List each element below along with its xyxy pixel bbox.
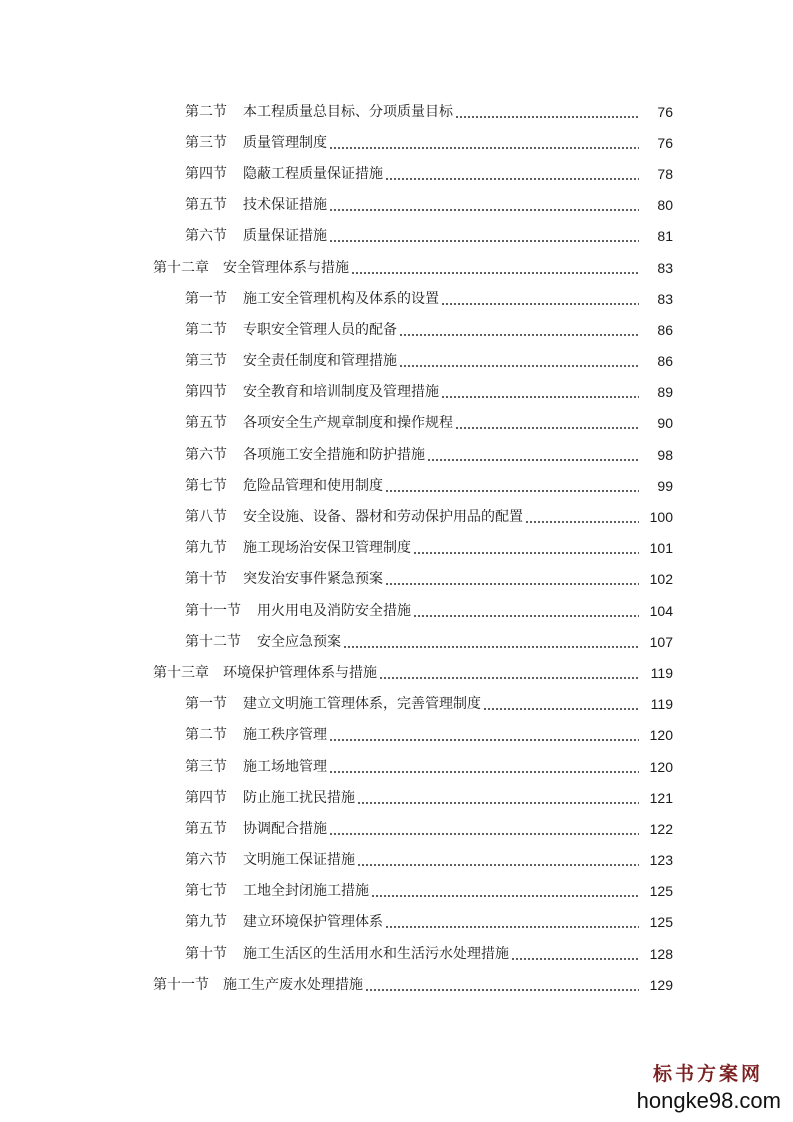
toc-section-entry[interactable] <box>0 907 793 938</box>
toc-entry-title: 文明施工保证措施 <box>243 852 355 869</box>
toc-entry-title: 施工安全管理机构及体系的设置 <box>243 290 439 307</box>
dot-leader <box>455 427 639 429</box>
toc-entry-page: 101 <box>649 540 673 557</box>
toc-entry-page: 119 <box>650 664 673 681</box>
toc-entry-title: 安全教育和培训制度及管理措施 <box>243 384 439 401</box>
toc-entry-number: 第三节 <box>185 134 227 151</box>
toc-entry-page: 123 <box>649 852 673 869</box>
dot-leader <box>385 926 639 928</box>
dot-leader <box>357 802 639 804</box>
toc-section-entry[interactable] <box>0 845 793 876</box>
toc-entry-number: 第四节 <box>185 789 227 806</box>
dot-leader <box>413 615 639 617</box>
dot-leader <box>385 490 639 492</box>
dot-leader <box>379 677 639 679</box>
toc-entry-page: 125 <box>649 883 673 900</box>
dot-leader <box>385 178 639 180</box>
dot-leader <box>329 771 639 773</box>
toc-entry-title: 各项安全生产规章制度和操作规程 <box>243 415 453 432</box>
dot-leader <box>357 864 639 866</box>
toc-entry-title: 突发治安事件紧急预案 <box>243 571 383 588</box>
dot-leader <box>427 459 639 461</box>
toc-entry-number: 第五节 <box>185 820 227 837</box>
toc-entry-number: 第六节 <box>185 446 227 463</box>
toc-entry-title: 质量保证措施 <box>243 228 327 245</box>
toc-section-entry[interactable] <box>0 221 793 252</box>
toc-entry-number: 第九节 <box>185 540 227 557</box>
watermark-site-name: 标书方案网 <box>652 1063 763 1085</box>
toc-section-entry[interactable] <box>0 439 793 470</box>
toc-entry-page: 128 <box>649 945 673 962</box>
toc-entry-title: 专职安全管理人员的配备 <box>243 321 397 338</box>
toc-chapter-entry[interactable] <box>0 657 793 688</box>
dot-leader <box>441 303 639 305</box>
toc-entry-page: 78 <box>657 165 673 182</box>
toc-section-entry[interactable] <box>0 158 793 189</box>
dot-leader <box>371 895 639 897</box>
toc-entry-page: 102 <box>649 571 673 588</box>
toc-entry-page: 89 <box>657 384 673 401</box>
dot-leader <box>483 708 639 710</box>
toc-entry-number: 第五节 <box>185 197 227 214</box>
dot-leader <box>329 240 639 242</box>
toc-entry-title: 建立环境保护管理体系 <box>243 914 383 931</box>
toc-section-entry[interactable] <box>0 626 793 657</box>
toc-entry-page: 129 <box>649 976 673 993</box>
toc-entry-number: 第十一节 <box>185 602 241 619</box>
dot-leader <box>329 739 639 741</box>
toc-entry-title: 安全设施、设备、器材和劳动保护用品的配置 <box>243 509 523 526</box>
toc-section-entry[interactable] <box>0 190 793 221</box>
toc-entry-page: 120 <box>649 758 673 775</box>
toc-entry-title: 施工生产废水处理措施 <box>223 976 363 993</box>
toc-entry-number: 第三节 <box>185 758 227 775</box>
toc-section-entry[interactable] <box>0 533 793 564</box>
toc-entry-page: 83 <box>657 259 673 276</box>
dot-leader <box>525 521 639 523</box>
dot-leader <box>399 365 639 367</box>
toc-section-entry[interactable] <box>0 314 793 345</box>
toc-section-entry[interactable] <box>0 377 793 408</box>
toc-entry-page: 86 <box>657 353 673 370</box>
toc-entry-page: 99 <box>657 477 673 494</box>
toc-entry-number: 第七节 <box>185 883 227 900</box>
toc-entry-number: 第二节 <box>185 727 227 744</box>
dot-leader <box>343 646 639 648</box>
toc-entry-number: 第六节 <box>185 228 227 245</box>
toc-entry-title: 安全管理体系与措施 <box>223 259 349 276</box>
toc-entry-number: 第十三章 <box>153 664 209 681</box>
dot-leader <box>351 272 639 274</box>
toc-entry-page: 98 <box>657 446 673 463</box>
toc-entry-page: 104 <box>649 602 673 619</box>
toc-entry-page: 107 <box>649 633 673 650</box>
table-of-contents <box>0 96 793 1000</box>
watermark <box>637 1059 781 1114</box>
toc-entry-title: 施工秩序管理 <box>243 727 327 744</box>
toc-entry-number: 第十二节 <box>185 633 241 650</box>
toc-entry-page: 76 <box>657 134 673 151</box>
toc-entry-number: 第六节 <box>185 852 227 869</box>
toc-entry-page: 83 <box>657 290 673 307</box>
toc-entry-title: 安全责任制度和管理措施 <box>243 353 397 370</box>
toc-entry-page: 100 <box>649 509 673 526</box>
toc-entry-number: 第三节 <box>185 353 227 370</box>
watermark-url: hongke98.com <box>636 1088 781 1113</box>
toc-section-entry[interactable] <box>0 283 793 314</box>
toc-entry-page: 90 <box>657 415 673 432</box>
toc-entry-page: 120 <box>649 727 673 744</box>
dot-leader <box>511 958 639 960</box>
dot-leader <box>385 583 639 585</box>
toc-entry-page: 119 <box>650 696 673 713</box>
toc-entry-title: 施工现场治安保卫管理制度 <box>243 540 411 557</box>
toc-entry-title: 环境保护管理体系与措施 <box>223 664 377 681</box>
toc-entry-page: 81 <box>657 228 673 245</box>
toc-entry-number: 第四节 <box>185 165 227 182</box>
dot-leader <box>441 396 639 398</box>
toc-section-entry[interactable] <box>0 876 793 907</box>
toc-entry-number: 第二节 <box>185 103 227 120</box>
toc-entry-title: 建立文明施工管理体系，完善管理制度 <box>243 696 481 713</box>
toc-entry-title: 施工生活区的生活用水和生活污水处理措施 <box>243 945 509 962</box>
dot-leader <box>413 552 639 554</box>
toc-entry-number: 第九节 <box>185 914 227 931</box>
toc-entry-title: 工地全封闭施工措施 <box>243 883 369 900</box>
dot-leader <box>455 116 639 118</box>
toc-entry-page: 121 <box>649 789 673 806</box>
toc-entry-page: 122 <box>649 820 673 837</box>
toc-entry-title: 防止施工扰民措施 <box>243 789 355 806</box>
toc-entry-title: 各项施工安全措施和防护措施 <box>243 446 425 463</box>
toc-entry-number: 第八节 <box>185 509 227 526</box>
toc-section-entry[interactable] <box>0 127 793 158</box>
toc-section-entry[interactable] <box>0 813 793 844</box>
toc-entry-number: 第五节 <box>185 415 227 432</box>
toc-entry-page: 80 <box>657 197 673 214</box>
toc-entry-title: 安全应急预案 <box>257 633 341 650</box>
toc-entry-title: 危险品管理和使用制度 <box>243 477 383 494</box>
toc-chapter-entry[interactable] <box>0 252 793 283</box>
dot-leader <box>329 833 639 835</box>
toc-section-entry[interactable] <box>0 501 793 532</box>
toc-entry-title: 质量管理制度 <box>243 134 327 151</box>
toc-entry-number: 第四节 <box>185 384 227 401</box>
dot-leader <box>329 147 639 149</box>
toc-section-entry[interactable] <box>0 782 793 813</box>
toc-entry-number: 第十节 <box>185 945 227 962</box>
toc-section-entry[interactable] <box>0 408 793 439</box>
toc-section-entry[interactable] <box>0 720 793 751</box>
toc-section-entry[interactable] <box>0 96 793 127</box>
toc-entry-number: 第十节 <box>185 571 227 588</box>
toc-section-entry[interactable] <box>0 595 793 626</box>
dot-leader <box>399 334 639 336</box>
dot-leader <box>365 989 639 991</box>
toc-entry-title: 技术保证措施 <box>243 197 327 214</box>
toc-section-entry[interactable] <box>0 938 793 969</box>
toc-entry-page: 76 <box>657 103 673 120</box>
toc-section-entry[interactable] <box>0 564 793 595</box>
toc-section-entry[interactable] <box>0 470 793 501</box>
dot-leader <box>329 209 639 211</box>
toc-entry-number: 第十二章 <box>153 259 209 276</box>
toc-section-entry[interactable] <box>0 689 793 720</box>
toc-entry-number: 第二节 <box>185 321 227 338</box>
toc-chapter-entry[interactable] <box>0 969 793 1000</box>
toc-entry-title: 施工场地管理 <box>243 758 327 775</box>
toc-entry-number: 第七节 <box>185 477 227 494</box>
toc-section-entry[interactable] <box>0 751 793 782</box>
toc-entry-title: 协调配合措施 <box>243 820 327 837</box>
toc-entry-number: 第十一节 <box>153 976 209 993</box>
toc-entry-title: 本工程质量总目标、分项质量目标 <box>243 103 453 120</box>
toc-entry-number: 第一节 <box>185 290 227 307</box>
toc-section-entry[interactable] <box>0 346 793 377</box>
toc-entry-number: 第一节 <box>185 696 227 713</box>
toc-entry-title: 用火用电及消防安全措施 <box>257 602 411 619</box>
toc-entry-page: 125 <box>649 914 673 931</box>
toc-entry-page: 86 <box>657 321 673 338</box>
toc-entry-title: 隐蔽工程质量保证措施 <box>243 165 383 182</box>
